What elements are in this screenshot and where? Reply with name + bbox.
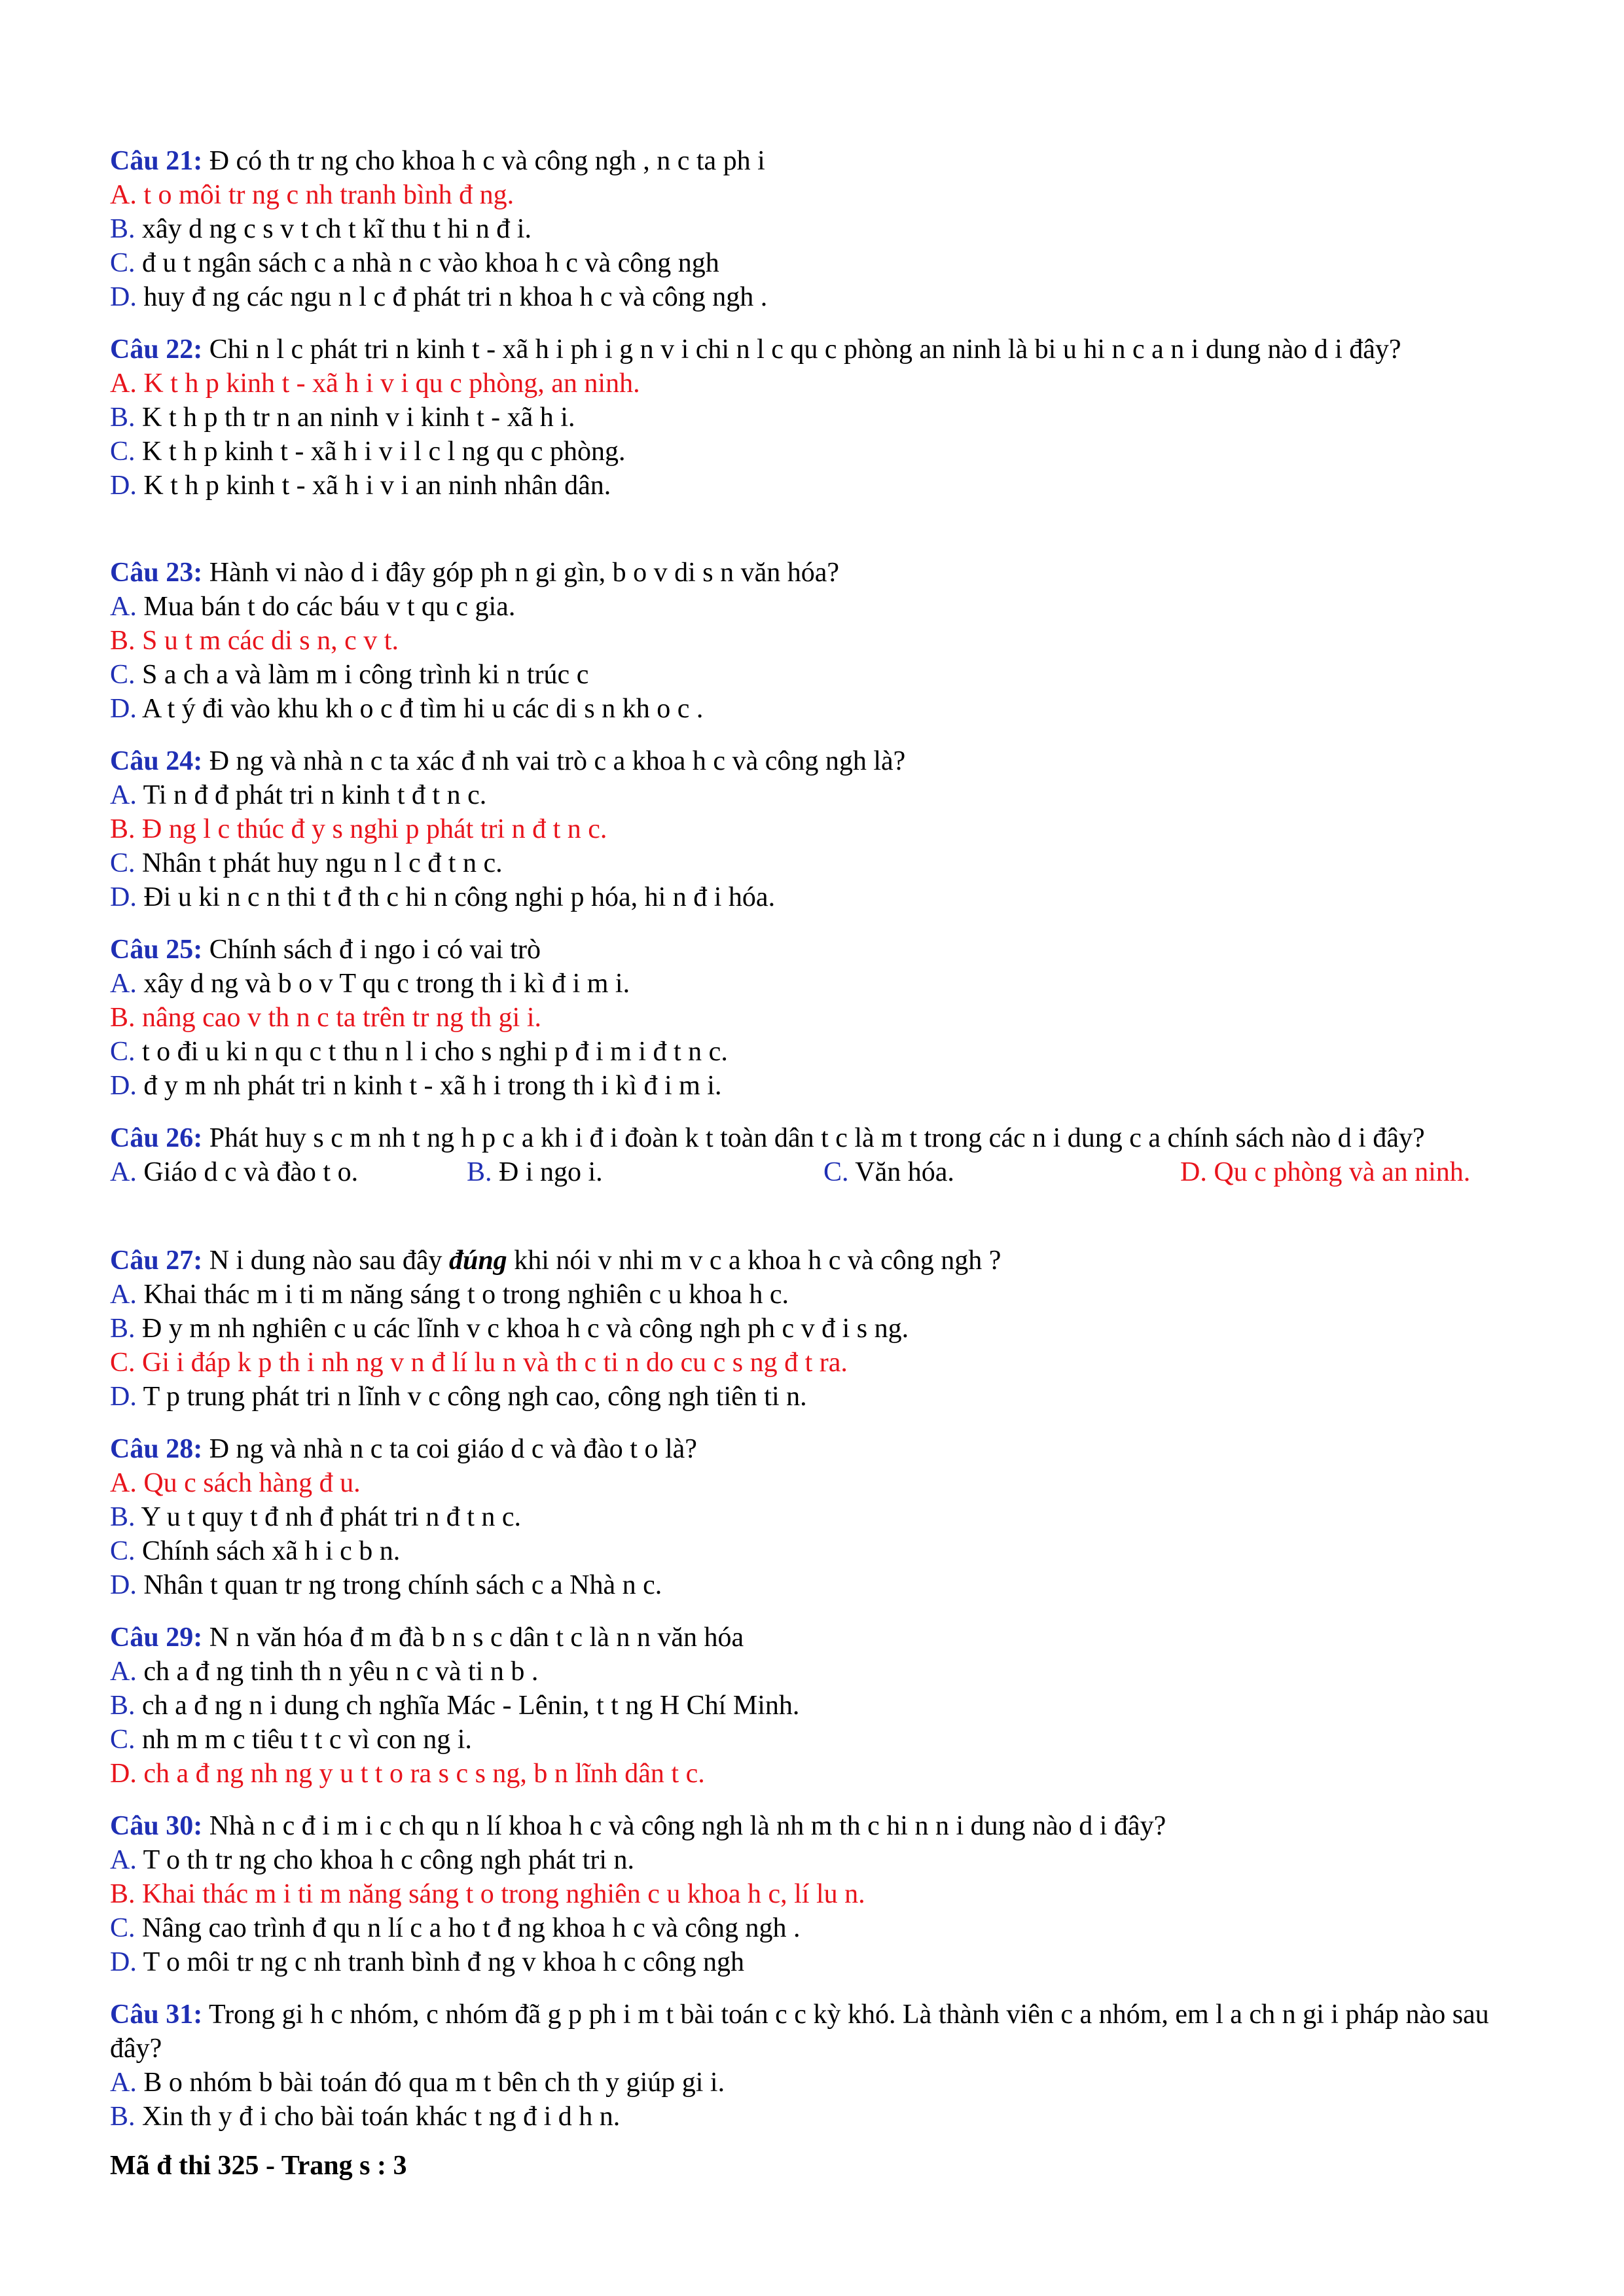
question-23 (110, 556, 1537, 726)
option-a: A. xây d ng và b o v T qu c trong th i kì đ i m i. (110, 969, 630, 999)
option-c: C. t o đi u ki n qu c t thu n l i cho s nghi p đ i m i đ t n c. (110, 1037, 728, 1067)
option-c: C. Chính sách xã h i c b n. (110, 1536, 401, 1566)
question-text: Đ ng và nhà n c ta coi giáo d c và đào t o là? (209, 1434, 697, 1464)
question-text: N n văn hóa đ m đà b n s c dân t c là n n văn hóa (209, 1623, 744, 1653)
option-c: C. K t h p kinh t - xã h i v i l c l ng qu c phòng. (110, 437, 626, 467)
question-text: Hành vi nào d i đây góp ph n gi gìn, b o v di s n văn hóa? (209, 558, 840, 588)
option-b: B. Khai thác m i ti m năng sáng t o trong nghiên c u khoa h c, lí lu n. (110, 1879, 865, 1909)
question-stem (110, 1621, 1537, 1655)
options-row (110, 1155, 1537, 1189)
option-a: A. ch a đ ng tinh th n yêu n c và ti n b . (110, 1657, 539, 1687)
question-text: Chính sách đ i ngo i có vai trò (209, 935, 541, 965)
question-stem (110, 556, 1537, 590)
option-a: A. Khai thác m i ti m năng sáng t o trong nghiên c u khoa h c. (110, 1280, 789, 1310)
option-d: D. ch a đ ng nh ng y u t t o ra s c s ng, b n lĩnh dân t c. (110, 1759, 705, 1789)
option-b: B. Đ ng l c thúc đ y s nghi p phát tri n đ t n c. (110, 814, 607, 844)
question-number: Câu 25: (110, 935, 203, 965)
option-b: B. S u t m các di s n, c v t. (110, 626, 399, 656)
question-stem (110, 332, 1537, 367)
option-b: B. Xin th y đ i cho bài toán khác t ng đ i d h n. (110, 2102, 621, 2132)
question-22 (110, 332, 1537, 503)
option-d: D. huy đ ng các ngu n l c đ phát tri n khoa h c và công ngh . (110, 282, 768, 312)
page-footer: Mã đ thi 325 - Trang s : 3 (110, 2151, 407, 2181)
question-28 (110, 1432, 1537, 1602)
question-number: Câu 29: (110, 1623, 203, 1653)
option-b: B. K t h p th tr n an ninh v i kinh t - xã h i. (110, 403, 575, 433)
question-stem (110, 1244, 1537, 1278)
question-25 (110, 933, 1537, 1103)
option-a: A. Ti n đ đ phát tri n kinh t đ t n c. (110, 780, 487, 810)
question-text: Trong gi h c nhóm, c nhóm đã g p ph i m t bài toán c c kỳ khó. Là thành viên c a nhóm, em l a ch n gi i pháp nào sau đây? (110, 2000, 1489, 2064)
option-c: C. Gi i đáp k p th i nh ng v n đ lí lu n và th c ti n do cu c s ng đ t ra. (110, 1348, 848, 1378)
option-c: C. Nâng cao trình đ qu n lí c a ho t đ ng khoa h c và công ngh . (110, 1913, 801, 1943)
question-text: Đ ng và nhà n c ta xác đ nh vai trò c a khoa h c và công ngh là? (209, 746, 906, 776)
option-c: C. đ u t ngân sách c a nhà n c vào khoa h c và công ngh (110, 248, 719, 278)
question-30 (110, 1809, 1537, 1979)
question-text-emphasis: đúng (448, 1246, 507, 1276)
question-stem (110, 144, 1537, 178)
option-a: A. t o môi tr ng c nh tranh bình đ ng. (110, 180, 514, 210)
question-stem (110, 933, 1537, 967)
question-stem (110, 1809, 1537, 1843)
option-d: D. A t ý đi vào khu kh o c đ tìm hi u các di s n kh o c . (110, 694, 704, 724)
question-text: Phát huy s c m nh t ng h p c a kh i đ i đoàn k t toàn dân t c là m t trong các n i dung c a chính sách nào d i đây? (209, 1123, 1425, 1153)
option-a: A. T o th tr ng cho khoa h c công ngh phát tri n. (110, 1845, 635, 1875)
option-c: C. S a ch a và làm m i công trình ki n trúc c (110, 660, 589, 690)
option-b: B. xây d ng c s v t ch t kĩ thu t hi n đ i. (110, 214, 532, 244)
question-text: Nhà n c đ i m i c ch qu n lí khoa h c và công ngh là nh m th c hi n n i dung nào d i đây? (209, 1811, 1166, 1841)
question-number: Câu 23: (110, 558, 203, 588)
question-number: Câu 26: (110, 1123, 203, 1153)
option-a: A. Qu c sách hàng đ u. (110, 1468, 361, 1498)
option-d: D. Qu c phòng và an ninh. (1180, 1157, 1471, 1187)
option-c: C. nh m m c tiêu t t c vì con ng i. (110, 1725, 472, 1755)
option-b: B. ch a đ ng n i dung ch nghĩa Mác - Lênin, t t ng H Chí Minh. (110, 1691, 800, 1721)
question-number: Câu 24: (110, 746, 203, 776)
option-b: B. Đ y m nh nghiên c u các lĩnh v c khoa h c và công ngh ph c v đ i s ng. (110, 1314, 909, 1344)
option-a: A. Giáo d c và đào t o. (110, 1157, 359, 1187)
option-d: D. T o môi tr ng c nh tranh bình đ ng v khoa h c công ngh (110, 1947, 745, 1977)
option-d: D. Đi u ki n c n thi t đ th c hi n công nghi p hóa, hi n đ i hóa. (110, 882, 776, 912)
question-stem (110, 1432, 1537, 1466)
question-number: Câu 21: (110, 146, 203, 176)
question-number: Câu 22: (110, 334, 203, 365)
option-a: A. K t h p kinh t - xã h i v i qu c phòng, an ninh. (110, 368, 640, 399)
option-b: B. Đ i ngo i. (467, 1157, 603, 1187)
question-text: Đ có th tr ng cho khoa h c và công ngh , n c ta ph i (209, 146, 765, 176)
option-b: B. Y u t quy t đ nh đ phát tri n đ t n c. (110, 1502, 522, 1532)
question-number: Câu 28: (110, 1434, 203, 1464)
question-24 (110, 744, 1537, 914)
option-a: A. B o nhóm b bài toán đó qua m t bên ch th y giúp gi i. (110, 2068, 725, 2098)
question-text-after: khi nói v nhi m v c a khoa h c và công ngh ? (507, 1246, 1001, 1276)
question-31 (110, 1998, 1537, 2134)
option-d: D. K t h p kinh t - xã h i v i an ninh nhân dân. (110, 471, 611, 501)
question-26 (110, 1121, 1537, 1189)
option-d: D. đ y m nh phát tri n kinh t - xã h i trong th i kì đ i m i. (110, 1071, 722, 1101)
question-number: Câu 27: (110, 1246, 203, 1276)
option-a: A. Mua bán t do các báu v t qu c gia. (110, 592, 516, 622)
question-number: Câu 30: (110, 1811, 203, 1841)
question-stem (110, 1998, 1537, 2066)
question-27 (110, 1244, 1537, 1414)
question-stem (110, 744, 1537, 778)
option-b: B. nâng cao v th n c ta trên tr ng th gi i. (110, 1003, 542, 1033)
option-c: C. Nhân t phát huy ngu n l c đ t n c. (110, 848, 503, 878)
question-21 (110, 144, 1537, 314)
question-stem (110, 1121, 1537, 1155)
option-d: D. T p trung phát tri n lĩnh v c công ngh cao, công ngh tiên ti n. (110, 1382, 807, 1412)
question-text: Chi n l c phát tri n kinh t - xã h i ph i g n v i chi n l c qu c phòng an ninh là bi u hi n c a n i dung nào d i đây? (209, 334, 1401, 365)
question-number: Câu 31: (110, 2000, 203, 2030)
option-c: C. Văn hóa. (823, 1157, 954, 1187)
question-29 (110, 1621, 1537, 1791)
question-text-before: N i dung nào sau đây (209, 1246, 449, 1276)
option-d: D. Nhân t quan tr ng trong chính sách c a Nhà n c. (110, 1570, 662, 1600)
